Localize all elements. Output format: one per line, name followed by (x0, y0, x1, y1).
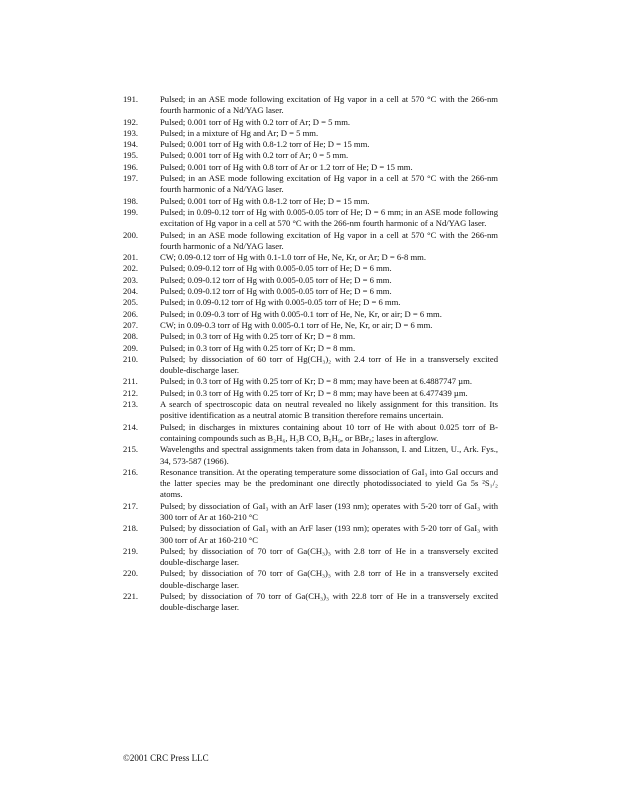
note-item (123, 263, 498, 274)
note-item (123, 128, 498, 139)
note-text: Pulsed; by dissociation of 70 torr of Ga(CH₃)₃ with 22.8 torr of He in a transversely excited double-discharge laser. (160, 591, 498, 613)
note-text: Resonance transition. At the operating temperature some dissociation of GaI₃ into GaI occurs and the latter species may be the predominant one directly photodissociated to yield Ga 5s ²S₁/₂ atoms. (160, 466, 498, 500)
copyright-footer: ©2001 CRC Press LLC (123, 753, 209, 763)
note-number: 201. (123, 252, 139, 263)
note-number: 199. (123, 206, 139, 217)
note-item (123, 309, 498, 320)
note-text: A search of spectroscopic data on neutral revealed no likely assignment for this transition. Its positive identification as a neutral atomic B transition therefore remains uncertain. (160, 399, 498, 421)
note-text: Pulsed; in a mixture of Hg and Ar; D = 5 mm. (160, 127, 319, 138)
note-number: 218. (123, 523, 139, 534)
note-item (123, 376, 498, 387)
note-text: Pulsed; in 0.3 torr of Hg with 0.25 torr of Kr; D = 8 mm; may have been at 6.477439 µm. (160, 387, 468, 398)
note-item (123, 117, 498, 128)
note-number: 192. (123, 116, 139, 127)
note-number: 211. (123, 376, 138, 387)
note-text: Pulsed; by dissociation of GaI₃ with an ArF laser (193 nm); operates with 5-20 torr of GaI₃ with 300 torr of Ar at 160-210 °C (160, 523, 498, 545)
note-number: 209. (123, 342, 139, 353)
note-number: 204. (123, 286, 139, 297)
note-item (123, 196, 498, 207)
note-item (123, 546, 498, 569)
note-text: Wavelengths and spectral assignments taken from data in Johansson, I. and Litzen, U., Ark. Fys., 34, 573-587 (1966). (160, 444, 498, 466)
note-text: Pulsed; 0.09-0.12 torr of Hg with 0.005-0.05 torr of He; D = 6 mm. (160, 274, 392, 285)
note-text: Pulsed; by dissociation of 60 torr of Hg(CH₃)₂ with 2.4 torr of He in a transversely excited double-discharge laser. (160, 353, 498, 376)
note-text: Pulsed; by dissociation of 70 torr of Ga(CH₃)₃ with 2.8 torr of He in a transversely excited double-discharge laser. (160, 545, 498, 568)
note-number: 196. (123, 161, 139, 172)
note-text: Pulsed; by dissociation of GaI₃ with an ArF laser (193 nm); operates with 5-20 torr of GaI₃ with 300 torr of Ar at 160-210 °C (160, 500, 498, 522)
note-text: Pulsed; in 0.09-0.12 torr of Hg with 0.005-0.05 torr of He; D = 6 mm; in an ASE mode following excitation of Hg vapor in a cell at 570 °C with the 266-nm fourth harmonic of a Nd/YAG laser. (160, 206, 498, 229)
note-text: Pulsed; 0.001 torr of Hg with 0.2 torr of Ar; 0 = 5 mm. (160, 150, 349, 161)
note-text: Pulsed; in an ASE mode following excitation of Hg vapor in a cell at 570 °C with the 266-nm fourth harmonic of a Nd/YAG laser. (160, 94, 498, 116)
note-number: 212. (123, 387, 139, 398)
note-number: 197. (123, 173, 139, 184)
note-item (123, 422, 498, 445)
note-text: Pulsed; 0.001 torr of Hg with 0.8-1.2 torr of He; D = 15 mm. (160, 139, 370, 150)
note-number: 194. (123, 139, 139, 150)
note-number: 206. (123, 308, 139, 319)
note-item (123, 320, 498, 331)
note-item (123, 388, 498, 399)
note-number: 213. (123, 399, 139, 410)
note-item (123, 354, 498, 377)
note-number: 215. (123, 444, 139, 455)
note-item (123, 331, 498, 342)
note-number: 210. (123, 353, 139, 364)
note-item (123, 286, 498, 297)
note-number: 219. (123, 545, 139, 556)
note-item (123, 150, 498, 161)
note-text: Pulsed; in 0.3 torr of Hg with 0.25 torr of Kr; D = 8 mm; may have been at 6.4887747 µm. (160, 376, 472, 387)
note-item (123, 591, 498, 614)
note-item (123, 94, 498, 117)
note-item (123, 139, 498, 150)
note-item (123, 523, 498, 546)
note-number: 191. (123, 94, 139, 104)
note-text: CW; 0.09-0.12 torr of Hg with 0.1-1.0 torr of He, Ne, Kr, or Ar; D = 6-8 mm. (160, 252, 427, 263)
note-number: 200. (123, 229, 139, 240)
note-text: Pulsed; in 0.3 torr of Hg with 0.25 torr of Kr; D = 8 mm. (160, 342, 356, 353)
note-item (123, 162, 498, 173)
note-text: Pulsed; in an ASE mode following excitation of Hg vapor in a cell at 570 °C with the 266-nm fourth harmonic of a Nd/YAG laser. (160, 173, 498, 195)
note-text: Pulsed; by dissociation of 70 torr of Ga(CH₃)₃ with 2.8 torr of He in a transversely excited double-discharge laser. (160, 568, 498, 590)
note-number: 195. (123, 150, 139, 161)
note-number: 208. (123, 331, 139, 342)
note-number: 202. (123, 263, 139, 274)
note-item (123, 297, 498, 308)
note-number: 220. (123, 568, 139, 579)
note-text: Pulsed; 0.001 torr of Hg with 0.8-1.2 torr of He; D = 15 mm. (160, 195, 370, 206)
note-text: Pulsed; 0.001 torr of Hg with 0.2 torr of Ar; D = 5 mm. (160, 116, 351, 127)
note-text: CW; in 0.09-0.3 torr of Hg with 0.005-0.1 torr of He, Ne, Kr, or air; D = 6 mm. (160, 319, 433, 330)
note-text: Pulsed; in an ASE mode following excitation of Hg vapor in a cell at 570 °C with the 266-nm fourth harmonic of a Nd/YAG laser. (160, 229, 498, 251)
note-text: Pulsed; in 0.09-0.12 torr of Hg with 0.005-0.05 torr of He; D = 6 mm. (160, 297, 401, 308)
note-number: 214. (123, 421, 139, 432)
note-item (123, 252, 498, 263)
note-text: Pulsed; in discharges in mixtures containing about 10 torr of He with about 0.025 torr of B-containing compounds such as B₂H₆, H₃B CO, B₅H₉, or BBr₃; lases in afterglow. (160, 421, 498, 443)
note-item (123, 399, 498, 422)
note-item (123, 343, 498, 354)
note-item (123, 501, 498, 524)
note-number: 203. (123, 274, 139, 285)
note-text: Pulsed; 0.09-0.12 torr of Hg with 0.005-0.05 torr of He; D = 6 mm. (160, 263, 392, 274)
note-text: Pulsed; 0.001 torr of Hg with 0.8 torr of Ar or 1.2 torr of He; D = 15 mm. (160, 161, 413, 172)
note-text: Pulsed; in 0.09-0.3 torr of Hg with 0.005-0.1 torr of He, Ne, Kr, or air; D = 6 mm. (160, 308, 442, 319)
note-number: 221. (123, 591, 139, 602)
note-item (123, 568, 498, 591)
note-text: Pulsed; 0.09-0.12 torr of Hg with 0.005-0.05 torr of He; D = 6 mm. (160, 286, 392, 297)
note-text: Pulsed; in 0.3 torr of Hg with 0.25 torr of Kr; D = 8 mm. (160, 331, 356, 342)
note-item (123, 230, 498, 253)
note-item (123, 173, 498, 196)
note-item (123, 444, 498, 467)
note-item (123, 207, 498, 230)
notes-list (123, 94, 498, 614)
note-number: 207. (123, 319, 139, 330)
note-item (123, 275, 498, 286)
note-number: 205. (123, 297, 139, 308)
note-number: 217. (123, 500, 139, 511)
note-number: 193. (123, 127, 139, 138)
note-item (123, 467, 498, 501)
note-number: 216. (123, 466, 139, 477)
note-number: 198. (123, 195, 139, 206)
